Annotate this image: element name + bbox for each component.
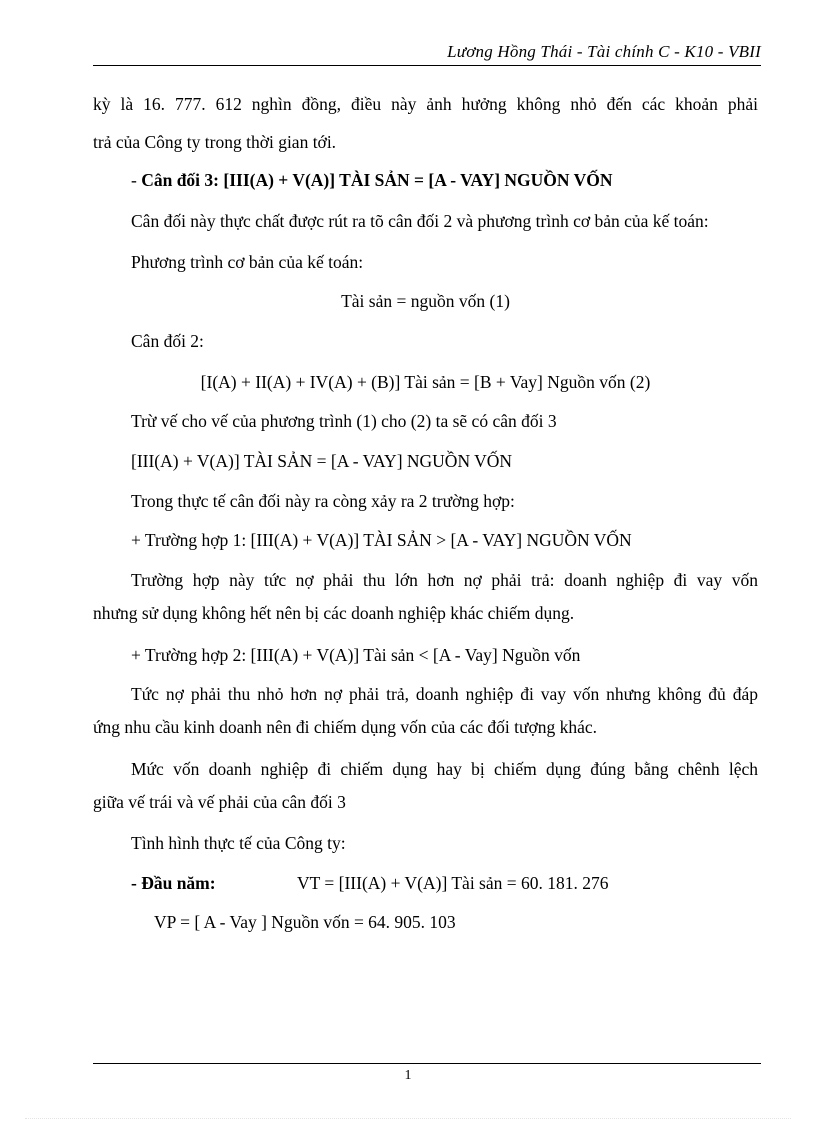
page-edge-guide (25, 1118, 791, 1119)
equation-1: Tài sản = nguồn vốn (1) (341, 291, 510, 311)
paragraph-line: giữa vế trái và vế phải của cân đối 3 (93, 792, 346, 812)
page-number: 1 (404, 1068, 412, 1083)
heading-prefix: - (131, 170, 142, 190)
footer-rule (93, 1063, 761, 1064)
paragraph-line: Mức vốn doanh nghiệp đi chiếm dụng hay bị chiếm dụng đúng bằng chênh lệch (131, 759, 758, 779)
opening-year-label (131, 871, 216, 895)
opening-year-bold: - Đầu năm: (131, 873, 216, 893)
paragraph-line: Phương trình cơ bản của kế toán: (131, 252, 364, 272)
paragraph-line: Trong thực tế cân đối này ra còng xảy ra 2 trường hợp: (131, 491, 515, 511)
paragraph-line: Trường hợp này tức nợ phải thu lớn hơn nợ phải trả: doanh nghiệp đi vay vốn (131, 570, 758, 590)
right-side-value: VP = [ A - Vay ] Nguồn vốn = 64. 905. 103 (154, 912, 456, 932)
equation-3: [III(A) + V(A)] TÀI SẢN = [A - VAY] NGUỒN VỐN (131, 451, 513, 471)
paragraph-line: kỳ là 16. 777. 612 nghìn đồng, điều này ảnh hưởng không nhỏ đến các khoản phải (93, 94, 758, 114)
page-header: Lương Hồng Thái - Tài chính C - K10 - VBII (447, 42, 761, 61)
paragraph-line: Cân đối 2: (131, 331, 204, 351)
section-heading-balance-3 (131, 168, 612, 192)
heading-formula: : [III(A) + V(A)] TÀI SẢN = [A - VAY] NGUỒN VỐN (213, 170, 613, 190)
left-side-value: VT = [III(A) + V(A)] Tài sản = 60. 181. 276 (297, 873, 609, 893)
paragraph-line: trả của Công ty trong thời gian tới. (93, 132, 337, 152)
paragraph-line: Cân đối này thực chất được rút ra tõ cân đối 2 và phương trình cơ bản của kế toán: (131, 211, 709, 231)
equation-2: [I(A) + II(A) + IV(A) + (B)] Tài sản = [B + Vay] Nguồn vốn (2) (200, 372, 651, 392)
heading-bold: Cân đối 3 (141, 170, 214, 190)
paragraph-line: nhưng sử dụng không hết nên bị các doanh nghiệp khác chiếm dụng. (93, 603, 575, 623)
case-1: + Trường hợp 1: [III(A) + V(A)] TÀI SẢN > [A - VAY] NGUỒN VỐN (131, 530, 632, 550)
header-rule (93, 65, 761, 66)
paragraph-line: ứng nhu cầu kinh doanh nên đi chiếm dụng vốn của các đối tượng khác. (93, 717, 597, 737)
paragraph-line: Tức nợ phải thu nhỏ hơn nợ phải trả, doanh nghiệp đi vay vốn nhưng không đủ đáp (131, 684, 758, 704)
case-2: + Trường hợp 2: [III(A) + V(A)] Tài sản < [A - Vay] Nguồn vốn (131, 645, 581, 665)
paragraph-line: Tình hình thực tế của Công ty: (131, 833, 346, 853)
paragraph-line: Trừ vế cho vế của phương trình (1) cho (2) ta sẽ có cân đối 3 (131, 411, 557, 431)
